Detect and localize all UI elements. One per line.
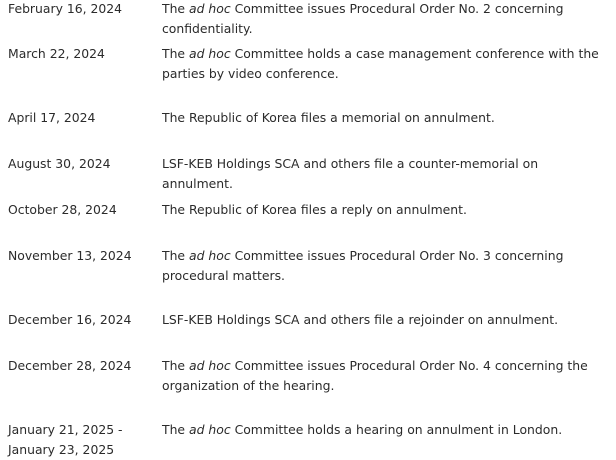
description-text: LSF-KEB Holdings SCA and others file a rejoinder on annulment. [162,312,559,327]
description-text: The [162,1,189,16]
event-date: February 16, 2024 [8,1,123,16]
description-italic: ad hoc [188,46,231,61]
event-description [162,108,612,128]
event-date: March 22, 2024 [8,46,105,61]
description-text: LSF-KEB Holdings SCA and others file a counter-memorial on annulment. [162,156,539,191]
event-date: December 16, 2024 [8,312,132,327]
event-date: December 28, 2024 [8,358,132,373]
description-text: Committee holds a case management conference with the parties by video conference. [162,46,599,81]
description-text: The [162,46,189,61]
event-date: January 21, 2025 - January 23, 2025 [8,422,123,457]
description-text: The Republic of Korea files a memorial on annulment. [162,110,495,125]
description-italic: ad hoc [188,358,231,373]
description-italic: ad hoc [188,1,231,16]
description-italic: ad hoc [188,422,231,437]
event-description [162,310,612,330]
description-text: Committee issues Procedural Order No. 4 concerning the organization of the hearing. [162,358,588,393]
event-date: August 30, 2024 [8,156,111,171]
event-description [162,154,612,194]
description-text: Committee holds a hearing on annulment in London. [230,422,563,437]
description-italic: ad hoc [188,248,231,263]
description-text: The [162,248,189,263]
description-text: The [162,358,189,373]
description-text: The [162,422,189,437]
event-description [162,356,612,396]
event-description [162,0,612,39]
description-text: The Republic of Korea files a reply on annulment. [162,202,467,217]
event-description [162,420,612,440]
event-description [162,200,612,220]
event-date: October 28, 2024 [8,202,117,217]
description-text: Committee issues Procedural Order No. 2 concerning confidentiality. [162,1,564,36]
description-text: Committee issues Procedural Order No. 3 concerning procedural matters. [162,248,564,283]
event-description [162,44,612,84]
event-description [162,246,612,286]
event-date: November 13, 2024 [8,248,132,263]
event-date: April 17, 2024 [8,110,96,125]
